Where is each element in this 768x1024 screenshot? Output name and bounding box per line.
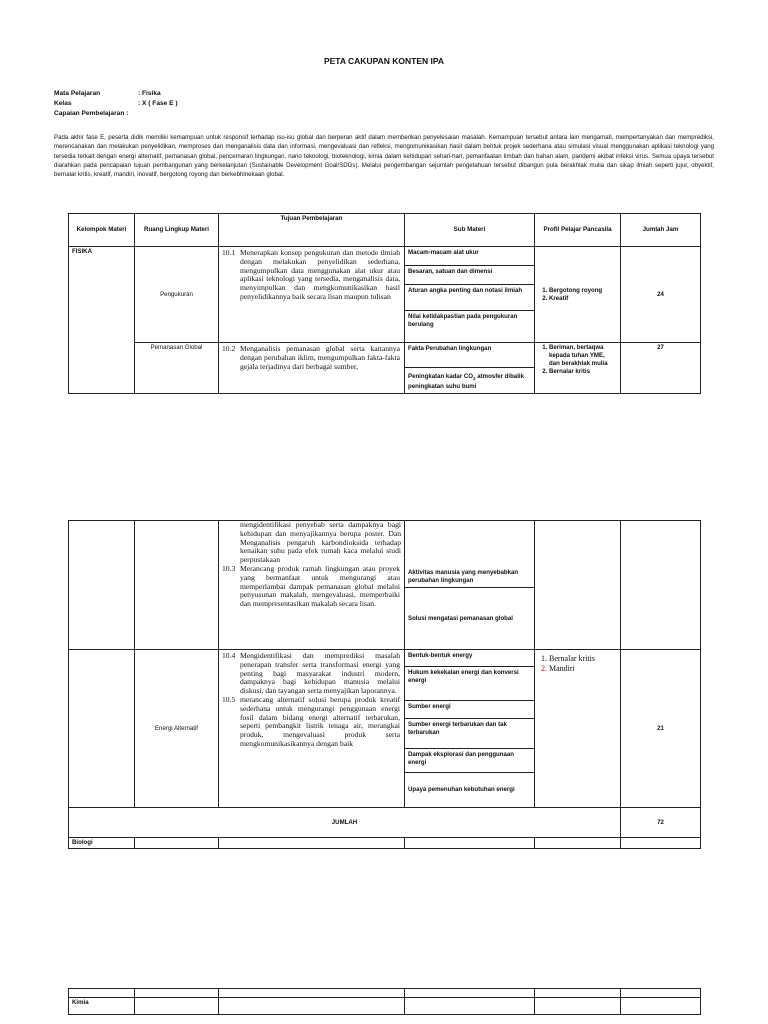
jam-pemanasan: 27 [621,343,701,394]
mapel-value: : Fisika [138,90,161,97]
kelompok-kimia: Kimia [69,998,135,1015]
tp-10-4-text: Mengidentifikasi dan memprediksi masalah penerapan transfer serta transformasi energi yang penting bagi masyarakat industri modern, dampaknya bagi kehidupan manusia melalui diskusi, dan tayangan serta menyajikan laporannya. [240,651,400,696]
empty-cell [405,998,535,1015]
content-table-1 [68,213,701,394]
empty-cell [135,998,219,1015]
empty-cell [535,838,621,849]
profil-energi [535,650,621,808]
empty-cell [219,838,405,849]
ruang-pengukuran: Pengukuran [135,247,219,343]
sub-materi-item: Bentuk-bentuk energy [405,650,535,667]
jam-energi: 21 [621,650,701,808]
mapel-label: Mata Pelajaran [54,90,101,97]
tp-10-5-text: merancang alternatif solusi berupa produk kreatif sederhana untuk mengurangi penggunaan energi fosil dalam bidang energi alternatif terbarukan, seperti pembangkit listrik tenaga air, merangkai produk, mengevaluasi produk serta mengkomunikasikannya dengan baik [240,694,400,748]
tp-10-1 [219,247,405,343]
sub-materi-item: Nilai ketidakpastian pada pengukuran berulang [405,311,535,343]
empty-cell [621,838,701,849]
jumlah-value: 72 [621,808,701,838]
kelas-label: Kelas [54,100,72,107]
sub-materi-item: Upaya pemenuhan kebutuhan energi [405,773,535,808]
header-profil: Profil Pelajar Pancasila [535,214,621,247]
empty-cell [69,989,135,998]
sub-materi-item: Dampak eksplorasi dan penggunaan energi [405,749,535,773]
empty-cell [535,998,621,1015]
tp-10-4-5 [219,650,405,808]
tp-10-4-num: 10.4 [222,651,236,660]
tp-10-3-num: 10.3 [222,563,236,573]
header-sub: Sub Materi [405,214,535,247]
empty-cell [621,989,701,998]
co2-text-a: Peningkatan kadar CO [408,372,474,380]
co2-subscript: 2 [473,376,476,381]
jam-empty [621,521,701,650]
capaian-paragraph: Pada akhir fase E, peserta didik memiliki kemampuan untuk responsif terhadap isu-isu global dan berperan aktif dalam memberikan penyelesaian masalah. Kemampuan tersebut antara lain mengamati, mempertanyakan dan memprediksi, merencanakan dan melakukan penyelidikan, memproses dan menganalisis data dan informasi, mengevaluasi dan refleksi, mengomunikasikan hasil dalam bentuk projek sederhana atau simulasi visual menggunakan aplikasi teknologi yang tersedia terkait dengan energi alternatif, pemanasan global, pencemaran lingkungan, nano teknologi, bioteknologi, kimia dalam kehidupan sehari-hari, pemanfaatan limbah dan bahan alam, pandemi akibat infeksi virus. Semua upaya tersebut diarahkan pada pencapaian tujuan pembangunan yang berkelanjutan (Sustainable Development Goal/SDGs). Melalui pengembangan sejumlah pengetahuan tersebut dibangun pula berakhlak mulia dan sikap ilmiah seperti jujur, obyektif, bernalar kritis, kreatif, mandiri, inovatif, bergotong royong dan berkebhinekaan global. [54,134,714,179]
content-table-3 [68,988,701,1015]
tp-10-5-num: 10.5 [222,694,236,704]
kelas-value: : X ( Fase E ) [138,100,178,107]
header-kelompok: Kelompok Materi [69,214,135,247]
sub-materi-item: Solusi mengatasi pemanasan global [405,588,535,650]
sub-materi-item: Aktivitas manusia yang menyebabkan perubahan lingkungan [405,521,535,588]
profil-pengukuran [535,247,621,343]
empty-cell [405,838,535,849]
empty-cell [535,989,621,998]
co2-text-b: atmosfer dibalik peningkatan suhu bumi [408,372,524,390]
header-ruang: Ruang Lingkup Materi [135,214,219,247]
sub-materi-co2 [405,368,535,394]
page-title: PETA CAKUPAN KONTEN IPA [323,56,445,66]
empty-cell [405,989,535,998]
profil-item: 1. Bernalar kritis [549,654,617,664]
profil-item: 2. Kreatif [549,295,617,303]
sub-materi-item: Fakta Perubahan lingkungan [405,343,535,368]
jumlah-label: JUMLAH [69,808,621,838]
meta-capaian [54,110,128,117]
sub-materi-item: Aturan angka penting dan notasi ilmiah [405,285,535,311]
kelompok-empty [69,650,135,808]
kelompok-empty [69,521,135,650]
sub-materi-item: Hukum kekekalan energi dan konversi energi [405,667,535,701]
empty-cell [621,998,701,1015]
empty-cell [135,989,219,998]
sub-materi-item: Sumber energi terbarukan dan tak terbarukan [405,719,535,749]
profil-empty [535,521,621,650]
ruang-empty [135,521,219,650]
kelompok-biologi: Biologi [69,838,135,849]
meta-mapel [54,90,161,97]
tp-10-3-text: Merancang produk ramah lingkungan atau proyek yang bermanfaat untuk mengurangi atau memperlambat dampak pemanasan global melalui penyusunan makalah, mengevaluasi, memperbaiki dan mempresentasikan makalah secara lisan. [240,563,400,609]
tp-10-2-text: Menganalisis pemanasan global serta kaitannya dengan perubahan iklim, mengumpulkan fakta-fakta gejala terjadinya dari berbagai sumber, [240,344,400,371]
profil-item: 1. Bergotong royong [549,287,617,295]
tp-10-1-text: Menerapkan konsep pengukuran dan metode ilmiah dengan melakukan penyelidikan sederhana, mengumpulkan data menggunakan alat ukur atau aplikasi teknologi yang tersedia, menganalisis data, menyimpulkan dan mengkomunikasikan hasil penyelidikannya baik secara lisan maupun tulisan [240,248,400,301]
tp-10-1-num: 10.1 [222,248,236,257]
capaian-label: Capaian Pembelajaran : [54,110,129,117]
tp-cont-text: mengidentifikasi penyebab serta dampaknya bagi kehidupan dan menyajikannya berupa poster. Dan Menganalisis pengaruh karbondioksida terhadap kenaikan suhu pada efek rumah kaca melalui studi perpustakaan [240,520,401,565]
profil-item: 2. Bernalar kritis [549,368,617,376]
header-jam: Jumlah Jam [621,214,701,247]
empty-cell [219,998,405,1015]
header-tujuan: Tujuan Pembelajaran [219,214,405,247]
content-table-2 [68,520,701,849]
sub-materi-item: Besaran, satuan dan dimensi [405,266,535,285]
tp-10-2-num: 10.2 [222,344,236,353]
jam-pengukuran: 24 [621,247,701,343]
profil-item: 1. Beriman, bertaqwa kepada tuhan YME, dan berakhlak mulia [549,344,617,368]
tp-cont [219,521,405,650]
tp-10-2 [219,343,405,394]
empty-cell [135,838,219,849]
profil-item: 2. Mandiri [549,664,617,674]
sub-materi-item: Sumber energi [405,701,535,719]
ruang-pemanasan: Pemanasan Global [135,343,219,394]
meta-kelas [54,100,178,107]
sub-materi-item: Macam-macam alat ukur [405,247,535,266]
empty-cell [219,989,405,998]
profil-pemanasan [535,343,621,394]
kelompok-fisika: FISIKA [69,247,135,394]
ruang-energi: Energi Alternatif [135,650,219,808]
